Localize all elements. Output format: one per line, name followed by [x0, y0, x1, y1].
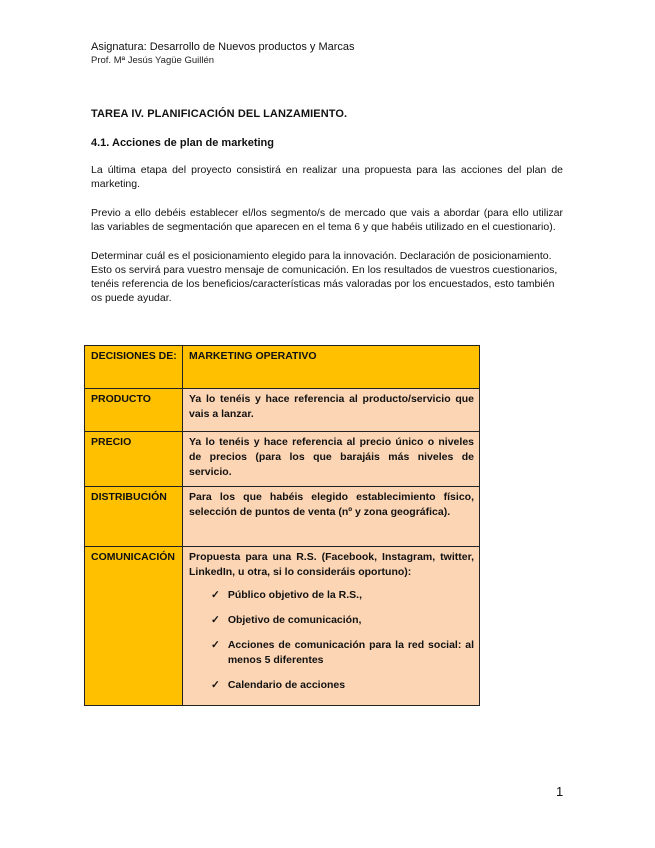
course-name: Asignatura: Desarrollo de Nuevos productos y Marcas — [91, 41, 355, 53]
page-number: 1 — [556, 784, 564, 799]
row-content-precio: Ya lo tenéis y hace referencia al precio único o niveles de precios (para los que barajáis más niveles de servicio. — [183, 432, 480, 487]
row-label-comunicacion: COMUNICACIÓN — [85, 547, 183, 706]
table-row-comunicacion — [85, 547, 480, 706]
list-item — [211, 588, 474, 603]
table-row-producto — [85, 389, 480, 432]
list-item-text: Público objetivo de la R.S., — [227, 589, 363, 601]
comunicacion-intro: Propuesta para una R.S. (Facebook, Instagram, twitter, LinkedIn, u otra, si lo consideráis oportuno): — [189, 551, 474, 578]
marketing-table — [84, 345, 480, 706]
list-item-text: Objetivo de comunicación, — [227, 614, 362, 626]
row-content-distribucion: Para los que habéis elegido establecimiento físico, selección de puntos de venta (nº y zona geográfica). — [183, 487, 480, 547]
list-item — [211, 678, 474, 693]
check-icon: ✓ — [211, 639, 220, 651]
paragraph-segmentation: Previo a ello debéis establecer el/los segmento/s de mercado que vais a abordar (para ello utilizar las variables de segmentación que aparecen en el tema 6 y que habéis utilizado en el cuestionario). — [91, 207, 563, 233]
row-label-precio: PRECIO — [85, 432, 183, 487]
row-label-producto: PRODUCTO — [85, 389, 183, 432]
task-title: TAREA IV. PLANIFICACIÓN DEL LANZAMIENTO. — [91, 108, 348, 120]
table-row-precio — [85, 432, 480, 487]
check-icon: ✓ — [211, 679, 220, 691]
header-content-cell: MARKETING OPERATIVO — [183, 346, 480, 389]
paragraph-intro: La última etapa del proyecto consistirá en realizar una propuesta para las acciones del plan de marketing. — [91, 164, 563, 190]
check-icon: ✓ — [211, 614, 220, 626]
row-label-distribucion: DISTRIBUCIÓN — [85, 487, 183, 547]
table-header-row — [85, 346, 480, 389]
paragraph-positioning: Determinar cuál es el posicionamiento elegido para la innovación. Declaración de posicionamiento. Esto os servirá para vuestro mensaje de comunicación. En los resultados de vuestros cuestionarios, tenéis referencia de los beneficios/características más valoradas por los encuestados, esto también os puede ayudar. — [91, 250, 558, 304]
section-title: 4.1. Acciones de plan de marketing — [91, 137, 274, 149]
row-content-producto: Ya lo tenéis y hace referencia al producto/servicio que vais a lanzar. — [183, 389, 480, 432]
header-label-cell: DECISIONES DE: — [85, 346, 183, 389]
list-item-text: Calendario de acciones — [227, 679, 346, 691]
list-item — [211, 638, 474, 668]
page-header — [91, 41, 355, 67]
row-content-comunicacion — [183, 547, 480, 706]
comunicacion-checklist — [189, 588, 474, 693]
list-item-text: Acciones de comunicación para la red social: al menos 5 diferentes — [227, 639, 474, 666]
list-item — [211, 613, 474, 628]
table-row-distribucion — [85, 487, 480, 547]
professor-name: Prof. Mª Jesús Yagüe Guillén — [91, 55, 215, 66]
check-icon: ✓ — [211, 589, 220, 601]
